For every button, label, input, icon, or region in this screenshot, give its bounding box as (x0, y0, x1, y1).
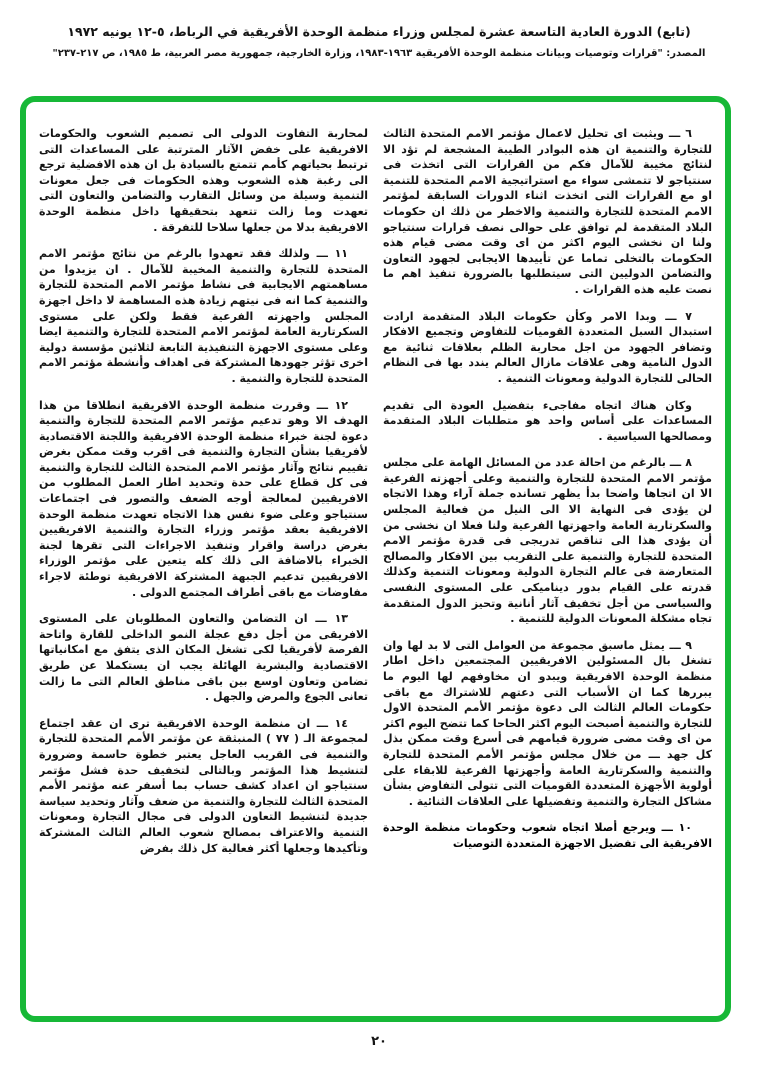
column-left (39, 126, 368, 1004)
page-number: ٢٠ (371, 1034, 387, 1049)
paragraph-8: ٨ ـــ بالرغم من احالة عدد من المسائل الهامة على مجلس مؤتمر الامم المتحدة للتجارة والتنمية وعلى أجهزته الفرعية الا ان اتجاها واضحا بدأ يظهر تسانده جملة آراء وهذا الاتجاه لن يؤدى فى النهاية الا الى النيل من فعالية المجلس والسكرتارية العامة واجهزتها الفرعية ولنا فعلا ان نخشى من أن يؤدى هذا الى تناقص تدريجى فى قدرة مؤتمر الامم المتحدة للتجارة والتنمية على التقريب بين الافكار والمصالح المتعارضة فى عالم التجارة الدولية ومعونات التنمية وكذلك قدرته على القيام بدور ديناميكى على المستوى النفسى والسياسى من أجل تخفيف آثار أنانية وتحيز الدول المتقدمة تجاه مشكلة المعونات الدولية للتنمية . (383, 456, 712, 626)
content-frame (20, 96, 731, 1022)
session-title: (تابع) الدورة العادية التاسعة عشرة لمجلس وزراء منظمة الوحدة الأفريقية في الرباط، ٥-١٢ يونيه ١٩٧٢ (67, 24, 691, 39)
source-citation: المصدر: "قرارات وتوصيات وبيانات منظمة الوحدة الأفريقية ١٩٦٣-١٩٨٣، وزارة الخارجية، جمهورية مصر العربية، ط ١٩٨٥، ص ٢١٧-٢٣٧" (52, 48, 706, 59)
column-right (383, 126, 712, 1004)
paragraph-14: ١٤ ـــ ان منظمة الوحدة الافريقية ترى ان عقد اجتماع لمجموعة الـ ( ٧٧ ) المنبثقة عن مؤتمر الأمم المتحدة للتجارة والتنمية فى القريب العاجل يعتبر خطوة حاسمة وضرورة لتنشيط هذا المؤتمر وبالتالى لتخفيف حدة فشل مؤتمر سنتياجو ان اعداد كشف حساب بما أسفر عنه مؤتمر الأمم المتحدة الثالث للتجارة والتنمية من ضعف وآثار وتحديد سياسة جديدة لتنشيط التعاون الدولى فى مجال التجارة ومعونات التنمية والاعتراف بمصالح شعوب العالم الثالث المشتركة وتأكيدها وجعلها أكثر فعالية كل ذلك بفرض (39, 716, 368, 855)
page-header (0, 24, 758, 59)
two-column-layout (26, 102, 725, 1016)
paragraph-continuation: لمحاربة التفاوت الدولى الى تصميم الشعوب والحكومات الافريقية على خفض الآثار المترتبة على المساعدات التى ترتبط بحياتهم كأمم تتمتع بالسيادة بل ان هذه الافضلية ترجع الى رغبة هذه الشعوب وهذه الحكومات فى جعل معونات التنمية وسيلة من وسائل التقارب والتضامن والتعاون التى تعهدت وما زالت تتعهد بتحقيقها داخل منظمة الوحدة الافريقية بدلا من جعلها سلاحا للتفرقة . (39, 127, 368, 234)
paragraph-6: ٦ ـــ ويثبت اى تحليل لاعمال مؤتمر الامم المتحدة الثالث للتجارة والتنمية ان هذه البوادر الطيبة المشجعة لم تؤد الا لنتائج مخيبة للآمال فكم من القرارات التى اتخذت فى سنتياجو لا تتمشى سواء مع استراتيجية الامم المتحدة للتنمية او مع القرارات التى اتخذت اثناء الدورات السابقة لمؤتمر الامم المتحدة للتجارة والتنمية والاخطر من ذلك ان حكومات البلاد المتقدمة لم توافق على حوالى نصف قرارات سنتياجو ولنا ان نخشى اليوم اكثر من اى وقت مضى قيام هذه الحكومات بالتخلى تماما عن تأييدها الايجابى لجهود التعاون والتضامن الدوليين التى سيتطلبها بالضرورة تنفيذ اهم ما نصت عليه هذه القرارات . (383, 127, 712, 296)
paragraph-12: ١٢ ـــ وقررت منظمة الوحدة الافريقية انطلاقا من هذا الهدف الا وهو تدعيم مؤتمر الامم المتحدة للتجارة والتنمية دعوة لجنة خبراء منظمة الوحدة الافريقية واللجنة الاقتصادية لأفريقيا بشأن التجارة والتنمية فى اقرب وقت ممكن بغرض تقييم نتائج وآثار مؤتمر الامم المتحدة الثالث للتجارة والتنمية فى كل قطاع على حدة وتحديد اطار العمل المطلوب من الافريقيين لمعالجة أوجه الضعف والتصور فى اجتماعات سنتياجو وعلى ضوء نفس هذا الاتجاه تعهدت منظمة الوحدة الافريقية بعقد مؤتمر وزراء التجارة والتنمية الافريقيين بغرض دراسة واقرار وتنفيذ الاجراءات التى تقرها لجنة الخبراء بالاضافة الى ذلك كله يتعين على مؤتمر الوزراء الافريقيين تدعيم الجبهة المشتركة الافريقية توطئة لاجراء مفاوضات مع باقى أطراف المجتمع الدولى . (39, 398, 368, 599)
paragraph-11: ١١ ـــ ولذلك فقد تعهدوا بالرغم من نتائج مؤتمر الامم المتحدة للتجارة والتنمية المخيبة للآمال . ان يزيدوا من مساهمتهم الايجابية فى نشاط مؤتمر الامم المتحدة للتجارة والتنمية كما انه فى نيتهم زيادة هذه المساهمة لا داخل اجهزة المجلس واجهزته الفرعية فقط ولكن على مستوى السكرتارية العامة لمؤتمر الامم المتحدة للتجارة والتنمية ايضا وعلى مستوى الاجهزة التنفيذية التابعة لثلاثين مؤسسة دولية اخرى تؤثر جهودها المشتركة فى اهداف وأنشطة مؤتمر الامم المتحدة للتجارة والتنمية . (39, 247, 368, 385)
paragraph-7b: وكان هناك اتجاه مفاجىء بتفضيل العودة الى تقديم المساعدات على أساس واحد هو متطلبات البلاد المتقدمة ومصالحها السياسية . (383, 398, 712, 443)
paragraph-9: ٩ ـــ يمثل ماسبق مجموعة من العوامل التى لا بد لها وان تشغل بال المسئولين الافريقيين المجتمعين داخل اطار منظمة الوحدة الافريقية ويبدو ان مخاوفهم لها اليوم ما يبررها كما ان الأسباب التى دعتهم للاشتراك مع باقى حكومات العالم الثالث الى دعوة مؤتمر الأمم المتحدة الاول للتجارة والتنمية أصبحت اليوم اكثر الحاحا كما تتضح اليوم اكثر من اى وقت مضى ضرورة قيامهم فى أسرع وقت ممكن بذل كل جهد ـــ من خلال مجلس مؤتمر الأمم المتحدة للتجارة والتنمية والسكرتارية العامة وأجهزتها الفرعية للابقاء على أولوية الأجهزة المتعددة القوميات التى تتولى التفاوض بشأن مشاكل التجارة والتنمية وتفضيلها على العلاقات الثنائية . (383, 638, 712, 808)
paragraph-7: ٧ ـــ وبدا الامر وكأن حكومات البلاد المتقدمة ارادت استبدال السبل المتعددة القوميات للتفاوض وتجميع الافكار وتضافر الجهود من اجل محاربة الظلم بعلاقات ثنائية مع الدول النامية وهى علاقات مازال العالم يندد بها فى النظام الحالى للتجارة الدولية ومعونات التنمية . (383, 309, 712, 385)
paragraph-10: ١٠ ـــ ويرجع أصلا اتجاه شعوب وحكومات منظمة الوحدة الافريقية الى تفضيل الاجهزة المتعددة التوصيات (383, 821, 712, 850)
paragraph-13: ١٣ ـــ ان التضامن والتعاون المطلوبان على المستوى الافريقى من أجل دفع عجلة النمو الداخلى للقارة واتاحة الفرصة لأفريقيا لكى تشغل المكان الذى يتفق مع امكانياتها الاقتصادية والبشرية الهائلة يجب ان يستكملا عن طريق تضامن وتعاون اوسع بين باقى مناطق العالم التى ما زالت تعانى الجوع والمرض والجهل . (39, 612, 368, 704)
